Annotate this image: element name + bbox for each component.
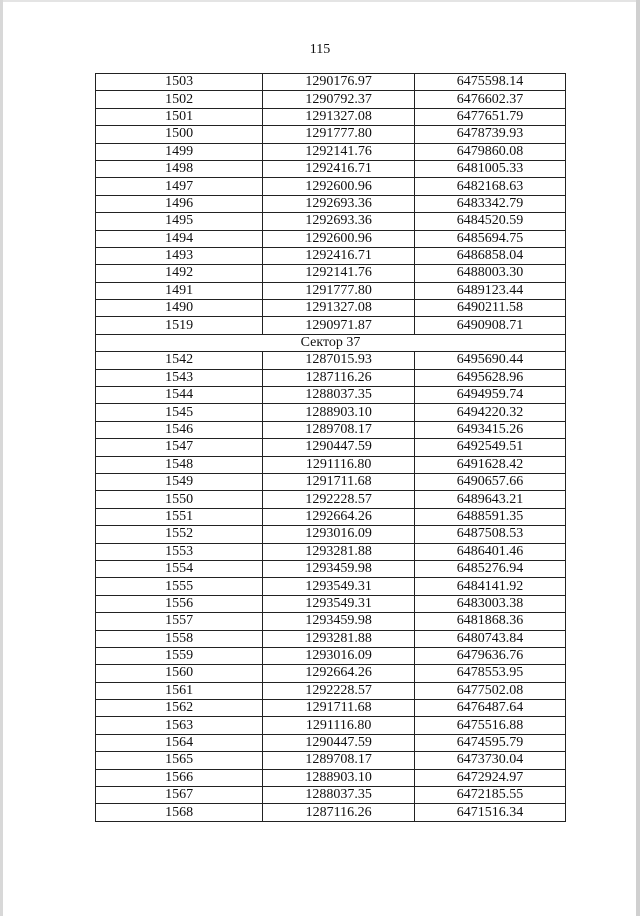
y-coordinate-cell: 6483003.38	[415, 595, 566, 612]
x-coordinate-cell: 1292141.76	[263, 265, 415, 282]
table-row	[96, 456, 566, 473]
point-number-cell: 1552	[96, 526, 263, 543]
y-coordinate-cell: 6488591.35	[415, 508, 566, 525]
table-row	[96, 526, 566, 543]
table-row	[96, 247, 566, 264]
x-coordinate-cell: 1293459.98	[263, 613, 415, 630]
y-coordinate-cell: 6484520.59	[415, 213, 566, 230]
x-coordinate-cell: 1292693.36	[263, 213, 415, 230]
table-row	[96, 317, 566, 334]
x-coordinate-cell: 1291777.80	[263, 282, 415, 299]
point-number-cell: 1555	[96, 578, 263, 595]
table-row	[96, 543, 566, 560]
point-number-cell: 1567	[96, 787, 263, 804]
x-coordinate-cell: 1288903.10	[263, 404, 415, 421]
scan-edge-top	[0, 0, 640, 2]
x-coordinate-cell: 1288037.35	[263, 387, 415, 404]
table-row	[96, 491, 566, 508]
point-number-cell: 1498	[96, 160, 263, 177]
x-coordinate-cell: 1290792.37	[263, 91, 415, 108]
y-coordinate-cell: 6485694.75	[415, 230, 566, 247]
x-coordinate-cell: 1291116.80	[263, 717, 415, 734]
y-coordinate-cell: 6490657.66	[415, 473, 566, 490]
x-coordinate-cell: 1292416.71	[263, 247, 415, 264]
point-number-cell: 1503	[96, 74, 263, 91]
x-coordinate-cell: 1293281.88	[263, 543, 415, 560]
x-coordinate-cell: 1288037.35	[263, 787, 415, 804]
table-row	[96, 230, 566, 247]
point-number-cell: 1561	[96, 682, 263, 699]
point-number-cell: 1553	[96, 543, 263, 560]
x-coordinate-cell: 1289708.17	[263, 421, 415, 438]
x-coordinate-cell: 1293549.31	[263, 595, 415, 612]
x-coordinate-cell: 1290447.59	[263, 734, 415, 751]
y-coordinate-cell: 6481868.36	[415, 613, 566, 630]
point-number-cell: 1547	[96, 439, 263, 456]
point-number-cell: 1491	[96, 282, 263, 299]
point-number-cell: 1562	[96, 700, 263, 717]
table-row	[96, 787, 566, 804]
y-coordinate-cell: 6479860.08	[415, 143, 566, 160]
y-coordinate-cell: 6471516.34	[415, 804, 566, 821]
point-number-cell: 1546	[96, 421, 263, 438]
y-coordinate-cell: 6481005.33	[415, 160, 566, 177]
x-coordinate-cell: 1291327.08	[263, 108, 415, 125]
section-header-row	[96, 334, 566, 351]
x-coordinate-cell: 1287015.93	[263, 352, 415, 369]
point-number-cell: 1565	[96, 752, 263, 769]
y-coordinate-cell: 6480743.84	[415, 630, 566, 647]
y-coordinate-cell: 6475598.14	[415, 74, 566, 91]
y-coordinate-cell: 6483342.79	[415, 195, 566, 212]
table-row	[96, 630, 566, 647]
point-number-cell: 1548	[96, 456, 263, 473]
x-coordinate-cell: 1289708.17	[263, 752, 415, 769]
y-coordinate-cell: 6474595.79	[415, 734, 566, 751]
y-coordinate-cell: 6485276.94	[415, 560, 566, 577]
table-row	[96, 752, 566, 769]
table-row	[96, 143, 566, 160]
table-row	[96, 108, 566, 125]
point-number-cell: 1560	[96, 665, 263, 682]
y-coordinate-cell: 6476602.37	[415, 91, 566, 108]
x-coordinate-cell: 1292664.26	[263, 665, 415, 682]
table-row	[96, 300, 566, 317]
table-row	[96, 195, 566, 212]
coordinates-table	[95, 73, 566, 822]
x-coordinate-cell: 1290971.87	[263, 317, 415, 334]
x-coordinate-cell: 1292664.26	[263, 508, 415, 525]
point-number-cell: 1544	[96, 387, 263, 404]
point-number-cell: 1519	[96, 317, 263, 334]
point-number-cell: 1490	[96, 300, 263, 317]
y-coordinate-cell: 6478553.95	[415, 665, 566, 682]
x-coordinate-cell: 1293281.88	[263, 630, 415, 647]
point-number-cell: 1563	[96, 717, 263, 734]
table-row	[96, 352, 566, 369]
y-coordinate-cell: 6493415.26	[415, 421, 566, 438]
y-coordinate-cell: 6479636.76	[415, 647, 566, 664]
y-coordinate-cell: 6490908.71	[415, 317, 566, 334]
point-number-cell: 1556	[96, 595, 263, 612]
table-row	[96, 282, 566, 299]
point-number-cell: 1494	[96, 230, 263, 247]
scan-edge-left	[0, 0, 3, 916]
table-row	[96, 421, 566, 438]
y-coordinate-cell: 6494220.32	[415, 404, 566, 421]
table-row	[96, 578, 566, 595]
scan-edge-right	[636, 0, 640, 916]
table-row	[96, 560, 566, 577]
y-coordinate-cell: 6473730.04	[415, 752, 566, 769]
table-row	[96, 74, 566, 91]
table-row	[96, 508, 566, 525]
table-row	[96, 700, 566, 717]
table-row	[96, 178, 566, 195]
point-number-cell: 1564	[96, 734, 263, 751]
table-row	[96, 126, 566, 143]
y-coordinate-cell: 6484141.92	[415, 578, 566, 595]
y-coordinate-cell: 6486401.46	[415, 543, 566, 560]
x-coordinate-cell: 1292600.96	[263, 178, 415, 195]
table-row	[96, 717, 566, 734]
point-number-cell: 1559	[96, 647, 263, 664]
point-number-cell: 1550	[96, 491, 263, 508]
table-row	[96, 665, 566, 682]
y-coordinate-cell: 6482168.63	[415, 178, 566, 195]
y-coordinate-cell: 6489643.21	[415, 491, 566, 508]
x-coordinate-cell: 1293016.09	[263, 647, 415, 664]
point-number-cell: 1566	[96, 769, 263, 786]
point-number-cell: 1493	[96, 247, 263, 264]
x-coordinate-cell: 1292228.57	[263, 682, 415, 699]
x-coordinate-cell: 1291327.08	[263, 300, 415, 317]
point-number-cell: 1568	[96, 804, 263, 821]
y-coordinate-cell: 6490211.58	[415, 300, 566, 317]
x-coordinate-cell: 1291711.68	[263, 473, 415, 490]
point-number-cell: 1543	[96, 369, 263, 386]
x-coordinate-cell: 1293549.31	[263, 578, 415, 595]
section-header-label: Сектор 37	[96, 334, 566, 351]
y-coordinate-cell: 6478739.93	[415, 126, 566, 143]
y-coordinate-cell: 6487508.53	[415, 526, 566, 543]
table-row	[96, 160, 566, 177]
x-coordinate-cell: 1287116.26	[263, 804, 415, 821]
table-row	[96, 387, 566, 404]
point-number-cell: 1502	[96, 91, 263, 108]
table-row	[96, 439, 566, 456]
point-number-cell: 1492	[96, 265, 263, 282]
x-coordinate-cell: 1290447.59	[263, 439, 415, 456]
point-number-cell: 1551	[96, 508, 263, 525]
y-coordinate-cell: 6475516.88	[415, 717, 566, 734]
x-coordinate-cell: 1287116.26	[263, 369, 415, 386]
x-coordinate-cell: 1292416.71	[263, 160, 415, 177]
y-coordinate-cell: 6495690.44	[415, 352, 566, 369]
point-number-cell: 1557	[96, 613, 263, 630]
table-row	[96, 647, 566, 664]
y-coordinate-cell: 6489123.44	[415, 282, 566, 299]
x-coordinate-cell: 1292141.76	[263, 143, 415, 160]
y-coordinate-cell: 6486858.04	[415, 247, 566, 264]
y-coordinate-cell: 6492549.51	[415, 439, 566, 456]
y-coordinate-cell: 6477502.08	[415, 682, 566, 699]
point-number-cell: 1545	[96, 404, 263, 421]
coordinates-table-body	[96, 74, 566, 822]
x-coordinate-cell: 1293459.98	[263, 560, 415, 577]
x-coordinate-cell: 1291711.68	[263, 700, 415, 717]
y-coordinate-cell: 6472924.97	[415, 769, 566, 786]
table-row	[96, 369, 566, 386]
x-coordinate-cell: 1291116.80	[263, 456, 415, 473]
point-number-cell: 1497	[96, 178, 263, 195]
point-number-cell: 1501	[96, 108, 263, 125]
table-row	[96, 473, 566, 490]
point-number-cell: 1558	[96, 630, 263, 647]
x-coordinate-cell: 1292693.36	[263, 195, 415, 212]
table-row	[96, 613, 566, 630]
point-number-cell: 1554	[96, 560, 263, 577]
y-coordinate-cell: 6488003.30	[415, 265, 566, 282]
y-coordinate-cell: 6472185.55	[415, 787, 566, 804]
table-row	[96, 804, 566, 821]
x-coordinate-cell: 1293016.09	[263, 526, 415, 543]
x-coordinate-cell: 1291777.80	[263, 126, 415, 143]
table-row	[96, 404, 566, 421]
table-row	[96, 595, 566, 612]
y-coordinate-cell: 6495628.96	[415, 369, 566, 386]
table-row	[96, 769, 566, 786]
y-coordinate-cell: 6476487.64	[415, 700, 566, 717]
point-number-cell: 1499	[96, 143, 263, 160]
page-number: 115	[309, 42, 331, 57]
y-coordinate-cell: 6491628.42	[415, 456, 566, 473]
table-row	[96, 213, 566, 230]
x-coordinate-cell: 1292600.96	[263, 230, 415, 247]
point-number-cell: 1495	[96, 213, 263, 230]
x-coordinate-cell: 1290176.97	[263, 74, 415, 91]
table-row	[96, 91, 566, 108]
x-coordinate-cell: 1292228.57	[263, 491, 415, 508]
y-coordinate-cell: 6477651.79	[415, 108, 566, 125]
point-number-cell: 1549	[96, 473, 263, 490]
table-row	[96, 265, 566, 282]
y-coordinate-cell: 6494959.74	[415, 387, 566, 404]
table-row	[96, 734, 566, 751]
table-row	[96, 682, 566, 699]
point-number-cell: 1500	[96, 126, 263, 143]
point-number-cell: 1542	[96, 352, 263, 369]
point-number-cell: 1496	[96, 195, 263, 212]
x-coordinate-cell: 1288903.10	[263, 769, 415, 786]
